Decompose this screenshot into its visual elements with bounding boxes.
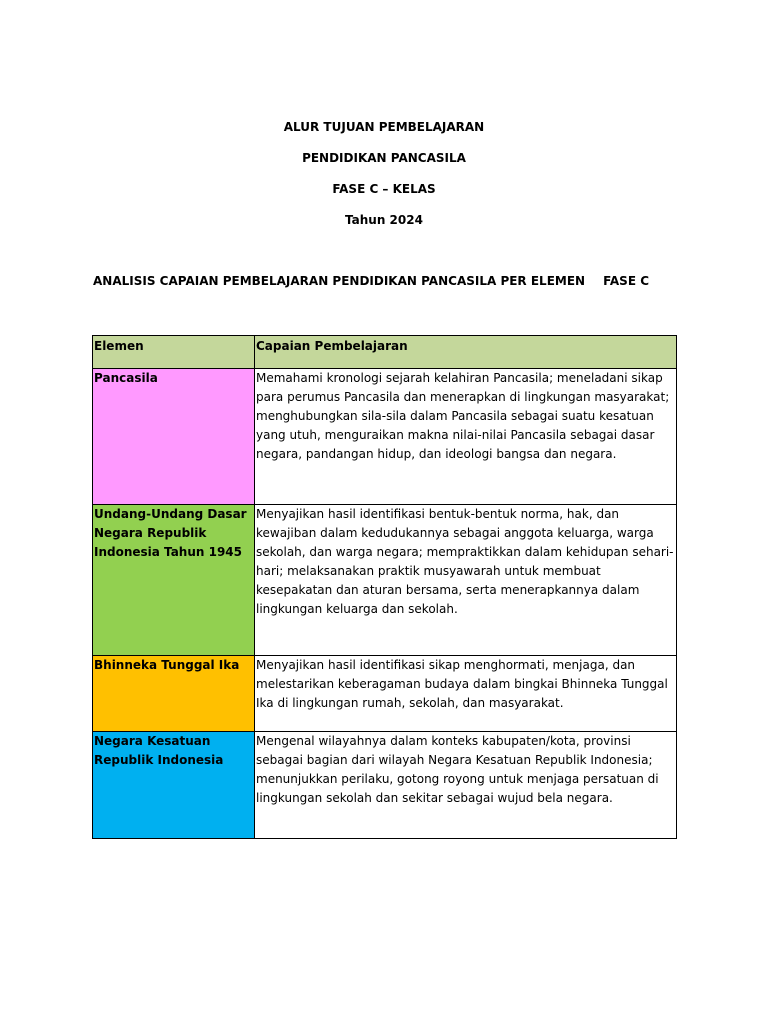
learning-outcomes-table (92, 335, 677, 839)
section-phase-label: FASE C (603, 274, 650, 288)
section-heading-text: ANALISIS CAPAIAN PEMBELAJARAN PENDIDIKAN PANCASILA PER ELEMEN (93, 274, 586, 288)
table-row (93, 656, 677, 732)
section-heading (93, 273, 649, 289)
element-cell-bhinneka-tunggal-ika: Bhinneka Tunggal Ika (93, 656, 255, 732)
table-header-row (93, 336, 677, 369)
phase-class-title: FASE C – KELAS (332, 182, 436, 196)
outcome-cell-bhinneka-tunggal-ika: Menyajikan hasil identifikasi sikap menghormati, menjaga, dan melestarikan keberagaman budaya dalam bingkai Bhinneka Tunggal Ika di lingkungan rumah, sekolah, dan masyarakat. (255, 656, 677, 732)
outcome-cell-pancasila: Memahami kronologi sejarah kelahiran Pancasila; meneladani sikap para perumus Pancasila dan menerapkan di lingkungan masyarakat; menghubungkan sila-sila dalam Pancasila sebagai suatu kesatuan yang utuh, menguraikan makna nilai-nilai Pancasila sebagai dasar negara, pandangan hidup, dan ideologi bangsa dan negara. (255, 369, 677, 505)
element-cell-pancasila: Pancasila (93, 369, 255, 505)
table-row (93, 732, 677, 839)
element-cell-uud-1945: Undang-Undang Dasar Negara Republik Indonesia Tahun 1945 (93, 505, 255, 656)
document-title: ALUR TUJUAN PEMBELAJARAN (283, 120, 485, 134)
table-row (93, 505, 677, 656)
element-cell-nkri: Negara Kesatuan Republik Indonesia (93, 732, 255, 839)
outcome-cell-uud-1945: Menyajikan hasil identifikasi bentuk-bentuk norma, hak, dan kewajiban dalam kedudukannya sebagai anggota keluarga, warga sekolah, dan warga negara; mempraktikkan dalam kehidupan sehari-hari; melaksanakan praktik musyawarah untuk membuat kesepakatan dan aturan bersama, serta menerapkannya dalam lingkungan keluarga dan sekolah. (255, 505, 677, 656)
year-title: Tahun 2024 (345, 213, 423, 227)
column-header-learning-outcome: Capaian Pembelajaran (255, 336, 677, 369)
outcome-cell-nkri: Mengenal wilayahnya dalam konteks kabupaten/kota, provinsi sebagai bagian dari wilayah Negara Kesatuan Republik Indonesia; menunjukkan perilaku, gotong royong untuk menjaga persatuan di lingkungan sekolah dan sekitar sebagai wujud bela negara. (255, 732, 677, 839)
column-header-element: Elemen (93, 336, 255, 369)
subject-title: PENDIDIKAN PANCASILA (302, 151, 466, 165)
table-row (93, 369, 677, 505)
